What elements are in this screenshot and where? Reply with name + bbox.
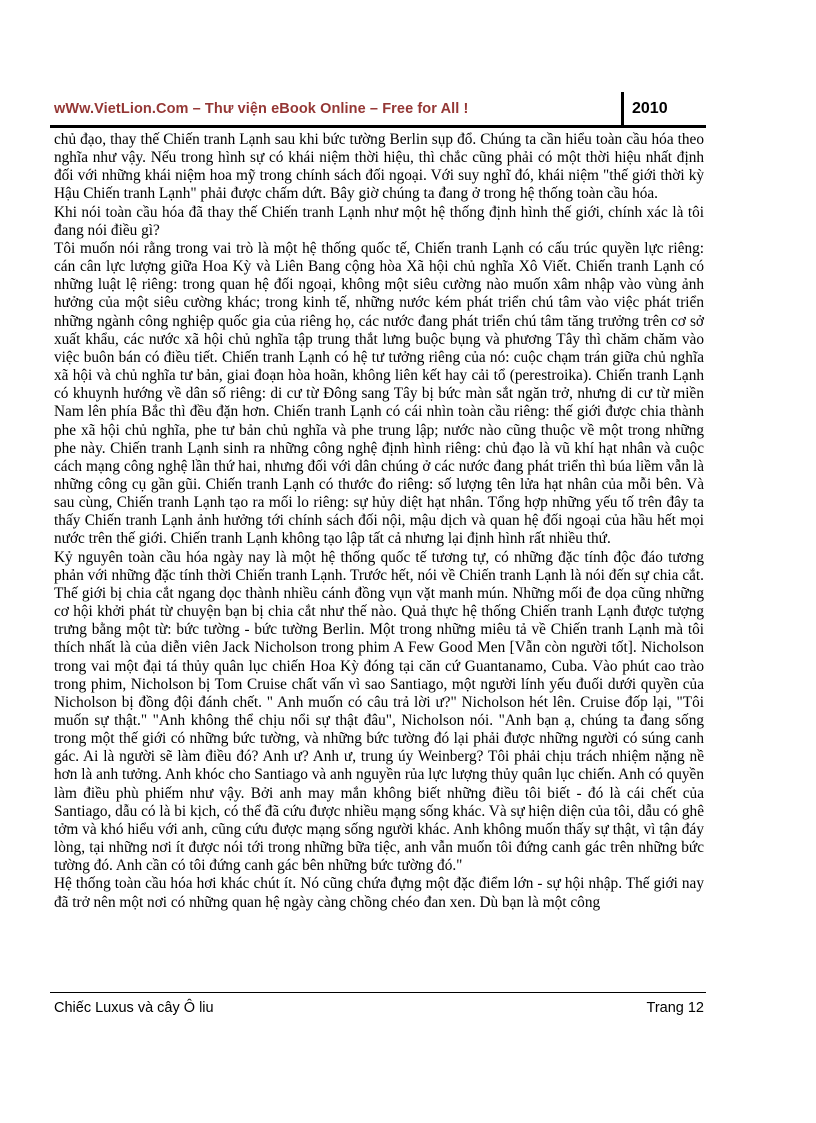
page-header (50, 92, 706, 126)
paragraph: Tôi muốn nói rằng trong vai trò là một hệ thống quốc tế, Chiến tranh Lạnh có cấu trúc quyền lực riêng: cán cân lực lượng giữa Hoa Kỳ và Liên Bang cộng hòa Xã hội chủ nghĩa Xô Viết. Chiến tranh Lạnh có những luật lệ riêng: trong quan hệ đối ngoại, không một siêu cường nào muốn xâm nhập vào vùng ảnh hưởng của một siêu cường khác; trong kinh tế, những nước kém phát triển chú tâm vào việc phát triển những ngành công nghiệp quốc gia của riêng họ, các nước đang phát triển chú tâm tăng trưởng trên cơ sở xuất khẩu, các nước xã hội chủ nghĩa tập trung thắt lưng buộc bụng và phương Tây thì chăm chăm vào việc buôn bán có điều tiết. Chiến tranh Lạnh có hệ tư tưởng riêng của nó: cuộc chạm trán giữa chủ nghĩa xã hội và chủ nghĩa tư bản, giai đoạn hòa hoãn, không liên kết hay cải tổ (perestroika). Chiến tranh Lạnh có khuynh hướng về dân số riêng: di cư từ Đông sang Tây bị bức màn sắt ngăn trở, nhưng di cư từ miền Nam lên phía Bắc thì đều đặn hơn. Chiến tranh Lạnh có cái nhìn toàn cầu riêng: thế giới được chia thành phe xã hội chủ nghĩa, phe tư bản chủ nghĩa và phe trung lập; nước nào cũng thuộc về một trong những phe này. Chiến tranh Lạnh sinh ra những công nghệ định hình riêng: chủ đạo là vũ khí hạt nhân và cuộc cách mạng công nghệ lần thứ hai, nhưng đối với dân chúng ở các nước đang phát triển thì búa liềm vẫn là những công cụ gần gũi. Chiến tranh Lạnh có thước đo riêng: số lượng tên lửa hạt nhân của mỗi bên. Và sau cùng, Chiến tranh Lạnh tạo ra mối lo riêng: sự hủy diệt hạt nhân. Tổng hợp những yếu tố trên đây ta thấy Chiến tranh Lạnh ảnh hưởng tới chính sách đối nội, mậu dịch và quan hệ đối ngoại của hầu hết mọi nước trên thế giới. Chiến tranh Lạnh không tạo lập tất cả nhưng lại định hình rất nhiều thứ. (54, 239, 704, 548)
footer-rule (50, 992, 706, 993)
footer-page-number: Trang 12 (646, 1000, 704, 1016)
header-divider (621, 92, 624, 126)
footer-book-title: Chiếc Luxus và cây Ô liu (54, 1000, 214, 1016)
header-year: 2010 (632, 100, 668, 117)
paragraph: Hệ thống toàn cầu hóa hơi khác chút ít. Nó cũng chứa đựng một đặc điểm lớn - sự hội nhập. Thế giới nay đã trở nên một nơi có những quan hệ ngày càng chồng chéo đan xen. Dù bạn là một công (54, 875, 704, 911)
paragraph: Khi nói toàn cầu hóa đã thay thế Chiến tranh Lạnh như một hệ thống định hình thế giới, chính xác là tôi đang nói điều gì? (54, 203, 704, 239)
header-rule (50, 125, 706, 128)
body-text (54, 131, 704, 912)
page-footer (54, 1000, 704, 1020)
header-title: wWw.VietLion.Com – Thư viện eBook Online – Free for All ! (54, 101, 469, 117)
paragraph: chủ đạo, thay thế Chiến tranh Lạnh sau khi bức tường Berlin sụp đổ. Chúng ta cần hiểu toàn cầu hóa theo nghĩa như vậy. Nếu trong hình sự có khái niệm thời hiệu, thì chắc cũng phải có một thời hiệu nhất định đối với những khái niệm hoa mỹ trong chính sách đối ngoại. Với suy nghĩ đó, khái niệm "thế giới thời kỳ Hậu Chiến tranh Lạnh" phải được chấm dứt. Bây giờ chúng ta đang ở trong hệ thống toàn cầu hóa. (54, 131, 704, 203)
paragraph: Kỷ nguyên toàn cầu hóa ngày nay là một hệ thống quốc tế tương tự, có những đặc tính độc đáo tương phản với những đặc tính thời Chiến tranh Lạnh. Trước hết, nói về Chiến tranh Lạnh là nói đến sự chia cắt. Thế giới bị chia cắt ngang dọc thành nhiều cánh đồng vụn vặt manh mún. Những mối đe dọa cũng những cơ hội khởi phát từ chuyện bạn bị chia cắt như thế nào. Quả thực hệ thống Chiến tranh Lạnh được tượng trưng bằng một từ: bức tường - bức tường Berlin. Một trong những miêu tả về Chiến tranh Lạnh mà tôi thích nhất là của diễn viên Jack Nicholson trong phim A Few Good Men [Vẫn còn người tốt]. Nicholson trong vai một đại tá thủy quân lục chiến Hoa Kỳ đóng tại căn cứ Guantanamo, Cuba. Vào phút cao trào trong phim, Nicholson bị Tom Cruise chất vấn vì sao Santiago, một người lính yếu đuối dưới quyền của Nicholson bị đồng đội đánh chết. " Anh muốn có câu trả lời ư?" Nicholson hét lên. Cruise đốp lại, "Tôi muốn sự thật." "Anh không thể chịu nổi sự thật đâu", Nicholson nói. "Anh bạn ạ, chúng ta đang sống trong một thế giới có những bức tường, và những bức tường đó lại phải được những người có súng canh gác. Ai là người sẽ làm điều đó? Anh ư? Anh ư, trung úy Weinberg? Tôi phải chịu trách nhiệm nặng nề hơn là anh tưởng. Anh khóc cho Santiago và anh nguyền rủa lực lượng thủy quân lục chiến. Anh có quyền làm điều phù phiếm như vậy. Bởi anh may mắn không biết những điều tôi biết - đó là cái chết của Santiago, dẫu có là bi kịch, có thể đã cứu được nhiều mạng sống khác. Và sự hiện diện của tôi, dẫu có ghê tởm và khó hiểu với anh, cũng cứu được mạng sống người khác. Anh không muốn thấy sự thật, vì tận đáy lòng, tại những nơi ít được nói tới trong những bữa tiệc, anh vẫn muốn tôi đứng canh gác trên những bức tường đó. Anh cần có tôi đứng canh gác bên những bức tường đó." (54, 548, 704, 875)
